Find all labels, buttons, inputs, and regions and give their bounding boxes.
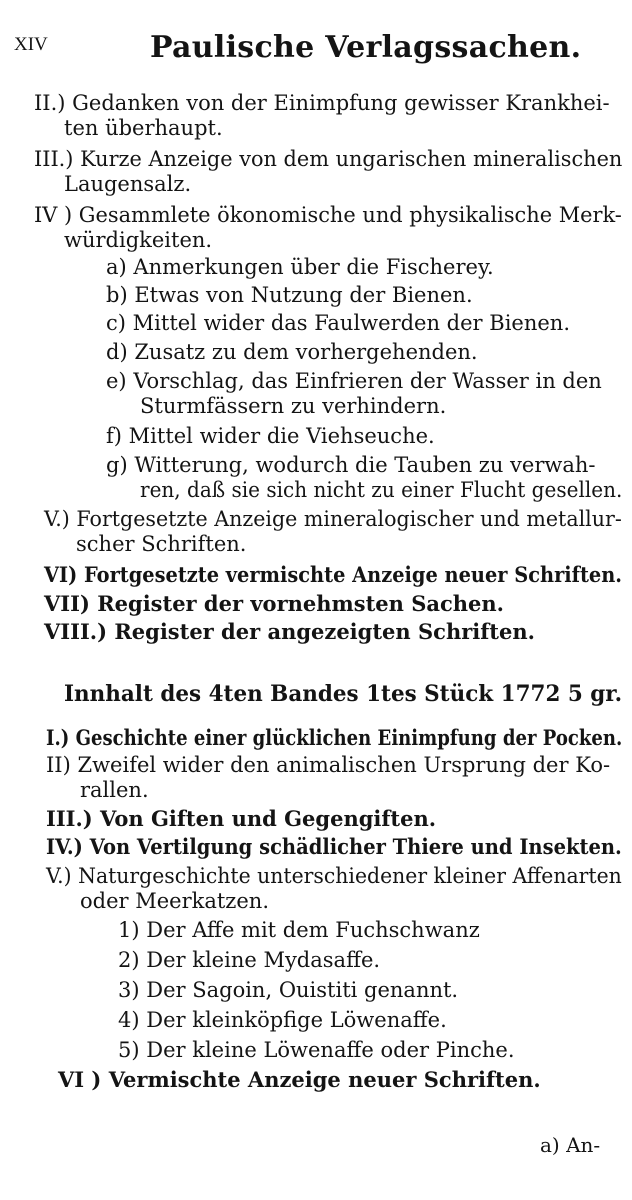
- entry-text: Mittel wider das Faulwerden der Bienen.: [132, 311, 570, 335]
- running-head: Paulische Verlagssachen.: [150, 30, 582, 65]
- toc-entry: [46, 863, 622, 889]
- catchword: a) An-: [540, 1133, 601, 1157]
- toc-entry: [58, 1067, 541, 1093]
- entry-label: VII): [44, 591, 90, 616]
- entry-text: Zweifel wider den animalischen Ursprung der Ko-: [77, 753, 611, 777]
- toc-subentry: [118, 1037, 515, 1063]
- toc-entry-continuation: rallen.: [80, 778, 149, 802]
- entry-label: c): [106, 311, 126, 335]
- entry-text: Naturgeschichte unterschiedener kleiner Affenarten: [78, 864, 622, 888]
- entry-text: Der Affe mit dem Fuchschwanz: [146, 918, 480, 942]
- toc-subentry: [106, 339, 478, 365]
- entry-label: e): [106, 369, 127, 393]
- toc-entry-continuation: Sturmfässern zu verhindern.: [140, 394, 447, 418]
- entry-text: Fortgesetzte vermischte Anzeige neuer Schriften.: [83, 562, 623, 587]
- entry-text: Witterung, wodurch die Tauben zu verwah-: [134, 453, 596, 477]
- toc-subentry: [106, 254, 494, 280]
- entry-label: V.): [46, 864, 72, 888]
- entry-label: VIII.): [44, 619, 108, 644]
- toc-subentry: [118, 947, 380, 973]
- toc-entry-continuation: ren, daß sie sich nicht zu einer Flucht gesellen.: [140, 478, 623, 502]
- entry-text: Der kleine Mydasaffe.: [146, 948, 381, 972]
- section-title: Innhalt des 4ten Bandes 1tes Stück 1772 5 gr.: [64, 681, 623, 707]
- entry-label: II.): [34, 91, 66, 115]
- entry-text: Register der vornehmsten Sachen.: [97, 591, 504, 616]
- toc-entry-continuation: oder Meerkatzen.: [80, 889, 269, 913]
- entry-label: III.): [46, 806, 93, 831]
- toc-entry: [44, 619, 535, 645]
- entry-text: Anmerkungen über die Fischerey.: [133, 255, 494, 279]
- toc-subentry: [106, 282, 473, 308]
- entry-text: Etwas von Nutzung der Bienen.: [134, 283, 473, 307]
- entry-label: IV ): [34, 203, 73, 227]
- entry-label: III.): [34, 147, 74, 171]
- entry-label: f): [106, 424, 122, 448]
- toc-subentry: [118, 1007, 447, 1033]
- toc-entry: [44, 562, 622, 588]
- entry-text: Register der angezeigten Schriften.: [114, 619, 535, 644]
- entry-text: Der Sagoin, Ouistiti genannt.: [146, 978, 459, 1002]
- page-number: XIV: [14, 34, 48, 55]
- toc-entry: [44, 591, 504, 617]
- entry-text: Kurze Anzeige von dem ungarischen mineralischen: [80, 147, 623, 171]
- entry-text: Zusatz zu dem vorhergehenden.: [134, 340, 478, 364]
- entry-text: Gesammlete ökonomische und physikalische Merk-: [78, 203, 622, 227]
- toc-entry: [34, 202, 622, 228]
- toc-subentry: [106, 452, 596, 478]
- toc-entry: [34, 146, 622, 172]
- entry-label: 4): [118, 1008, 140, 1032]
- entry-label: IV.): [46, 834, 83, 859]
- toc-entry: [46, 752, 610, 778]
- entry-text: Fortgesetzte Anzeige mineralogischer und metallur-: [76, 507, 622, 531]
- entry-text: Geschichte einer glücklichen Einimpfung der Pocken.: [75, 725, 623, 750]
- toc-entry: [34, 90, 610, 116]
- entry-text: Vermischte Anzeige neuer Schriften.: [108, 1067, 541, 1092]
- toc-entry: [44, 506, 622, 532]
- entry-label: a): [106, 255, 127, 279]
- entry-label: VI): [44, 562, 78, 587]
- entry-label: 1): [118, 918, 140, 942]
- toc-entry: [46, 834, 622, 860]
- entry-label: 3): [118, 978, 140, 1002]
- entry-label: VI ): [58, 1067, 102, 1092]
- entry-text: Der kleine Löwenaffe oder Pinche.: [146, 1038, 515, 1062]
- entry-label: II): [46, 753, 71, 777]
- entry-text: Mittel wider die Viehseuche.: [128, 424, 435, 448]
- entry-text: Vorschlag, das Einfrieren der Wasser in den: [133, 369, 602, 393]
- toc-subentry: [106, 310, 570, 336]
- toc-entry-continuation: ten überhaupt.: [64, 116, 223, 140]
- toc-subentry: [118, 917, 480, 943]
- entry-label: 5): [118, 1038, 140, 1062]
- toc-subentry: [118, 977, 458, 1003]
- toc-subentry: [106, 423, 435, 449]
- toc-subentry: [106, 368, 602, 394]
- entry-label: b): [106, 283, 128, 307]
- toc-entry-continuation: Laugensalz.: [64, 172, 192, 196]
- entry-text: Von Giften und Gegengiften.: [100, 806, 437, 831]
- toc-entry: [46, 806, 436, 832]
- toc-entry: [46, 725, 622, 751]
- entry-label: g): [106, 453, 128, 477]
- entry-text: Von Vertilgung schädlicher Thiere und Insekten.: [89, 834, 622, 859]
- entry-label: 2): [118, 948, 140, 972]
- entry-text: Gedanken von der Einimpfung gewisser Krankhei-: [72, 91, 610, 115]
- toc-entry-continuation: scher Schriften.: [76, 532, 247, 556]
- entry-label: V.): [44, 507, 70, 531]
- toc-entry-continuation: würdigkeiten.: [64, 228, 213, 252]
- entry-text: Der kleinköpfige Löwenaffe.: [146, 1008, 447, 1032]
- entry-label: d): [106, 340, 128, 364]
- entry-label: I.): [46, 725, 70, 750]
